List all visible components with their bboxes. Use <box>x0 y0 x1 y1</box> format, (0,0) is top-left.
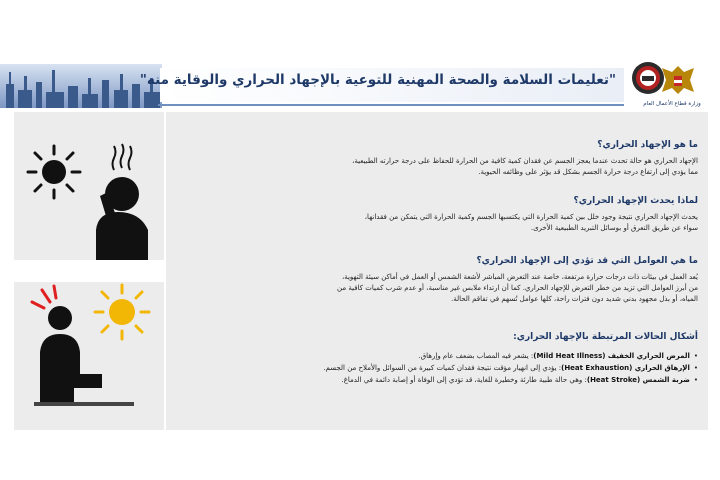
paragraph-line: المياه، أو بذل مجهود بدني شديد دون فترات راحة، كلها عوامل تُسهم في تفاقم الحالة. <box>451 295 698 303</box>
list-item <box>178 362 698 374</box>
section-heading: ما هي العوامل التي قد تؤدي إلى الإجهاد الحراري؟ <box>476 256 698 266</box>
list-item-desc: : وهي حالة طبية طارئة وخطيرة للغاية، قد تؤدي إلى الوفاة أو إصابة دائمة في الدماغ. <box>341 376 587 384</box>
list-item-desc: : يشعر فيه المصاب بضعف عام وإرهاق. <box>418 352 534 360</box>
list-item-desc: : يؤدي إلى انهيار مؤقت نتيجة فقدان كميات كبيرة من السوائل والأملاح من الجسم. <box>323 364 562 372</box>
list-item-term: ضربة الشمس (Heat Stroke) <box>586 376 690 384</box>
sun-icon <box>28 146 80 198</box>
paragraph-line: سواء عن طريق التعرق أو بوسائل التبريد الطبيعية الأخرى. <box>530 224 698 232</box>
paragraph-line: مما يؤدي إلى ارتفاع درجة حرارة الجسم بشكل قد يؤثر على وظائفه الحيوية. <box>478 168 698 176</box>
ministry-name: وزارة قطاع الأعمال العام <box>643 101 701 107</box>
bullet-icon: • <box>693 352 698 360</box>
list-item <box>178 374 698 386</box>
paragraph-line: من أبرز العوامل التي تزيد من خطر التعرض للإجهاد الحراري. كما أن ارتداء ملابس غير مناسبة، أو عدم شرب كميات كافية من <box>337 284 698 292</box>
list-item-term: الإرهاق الحراري (Heat Exhaustion) <box>561 364 690 372</box>
section-what <box>178 140 698 178</box>
factory-skyline-icon <box>0 64 162 108</box>
bullet-icon: • <box>693 376 698 384</box>
section-heading: أشكال الحالات المرتبطة بالإجهاد الحراري: <box>513 332 698 342</box>
paragraph-line: يحدث الإجهاد الحراري نتيجة وجود خلل بين كمية الحرارة التي يكتسبها الجسم وكمية الحرارة التي يتمكن من فقدانها، <box>364 213 698 221</box>
list-item-term: المرض الحراري الخفيف (Mild Heat Illness) <box>533 352 690 360</box>
section-factors <box>178 256 698 305</box>
section-heading: لماذا يحدث الإجهاد الحراري؟ <box>573 196 698 206</box>
section-forms <box>178 332 698 386</box>
content-panel <box>166 112 708 430</box>
egypt-eagle-icon <box>662 66 694 94</box>
sun-icon <box>95 285 149 339</box>
page-title: "تعليمات السلامة والصحة المهنية للتوعية بالإجهاد الحراري والوقاية منه" <box>139 72 616 88</box>
eagle-emblem-icon <box>632 62 664 94</box>
list-item <box>178 350 698 362</box>
bullet-icon: • <box>693 364 698 372</box>
section-heading: ما هو الإجهاد الحراري؟ <box>597 140 698 150</box>
illustration-panel <box>14 112 164 430</box>
paragraph-line: يُعد العمل في بيئات ذات درجات حرارة مرتفعة، خاصة عند التعرض المباشر لأشعة الشمس أو العمل في أماكن سيئة التهوية، <box>341 273 698 281</box>
section-why <box>178 196 698 234</box>
title-underline <box>158 104 624 106</box>
paragraph-line: الإجهاد الحراري هو حالة تحدث عندما يعجز الجسم عن فقدان كمية كافية من الحرارة للحفاظ على درجة حرارته الطبيعية، <box>352 157 698 165</box>
sweating-worker-icon <box>96 144 148 262</box>
